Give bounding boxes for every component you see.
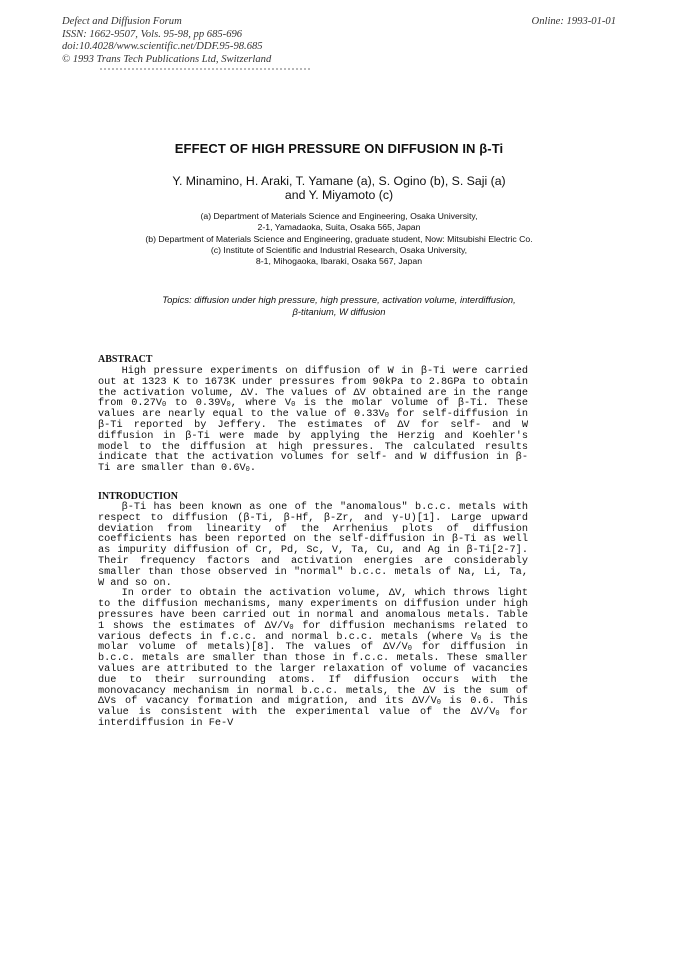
text-run: . <box>249 462 256 475</box>
affiliation-line: 2-1, Yamadaoka, Suita, Osaka 565, Japan <box>257 222 421 233</box>
online-date: Online: 1993-01-01 <box>531 16 616 27</box>
faded-scan-line <box>100 68 310 75</box>
subscript: 0 <box>162 401 167 410</box>
affiliation-line: 8-1, Mihogaoka, Ibaraki, Osaka 567, Japan <box>255 256 423 267</box>
text-run: , where V <box>230 397 292 410</box>
abstract-text <box>98 366 528 474</box>
text-run: is 0.6. This value is consistent with the experimental value of the ΔV/V <box>98 695 528 719</box>
abstract-heading: ABSTRACT <box>98 354 153 365</box>
intro-paragraph-2 <box>98 588 528 728</box>
affiliation-line: (b) Department of Materials Science and Engineering, graduate student, Now: Mitsubishi Electric Co. <box>145 233 533 244</box>
affiliation-block <box>0 211 678 267</box>
journal-header <box>62 16 271 66</box>
journal-name: Defect and Diffusion Forum <box>62 16 182 27</box>
topics-line-2: β-titanium, W diffusion <box>292 305 386 317</box>
subscript: 0 <box>384 412 389 421</box>
text-run: is the molar volume of metals)[8]. The values of ΔV/V <box>98 630 528 654</box>
subscript: 0 <box>436 699 441 708</box>
author-block <box>0 175 678 202</box>
copyright-line: © 1993 Trans Tech Publications Ltd, Switzerland <box>62 53 272 65</box>
text-run: High pressure experiments on diffusion of W in β-Ti were carried out at 1323 K to 1673K under pressures from 90kPa to 2.8GPa to obtain the activation volume, ΔV. The values of ΔV obtained are in the range from 0.27V <box>98 365 528 410</box>
subscript: 0 <box>291 401 296 410</box>
issn-line: ISSN: 1662-9507, Vols. 95-98, pp 685-696 <box>62 28 243 40</box>
text-run: for diffusion in b.c.c. metals are smaller than those in f.c.c. metals. These smaller values are attributed to the larger relaxation of volume of vacancies due to their surrounding atoms. If diffusion occurs with the monovacancy mechanism in normal b.c.c. metals, the ΔV is the sum of ΔVs of vacancy formation and migration, and its ΔV/V <box>98 641 528 708</box>
topics-block <box>0 294 678 317</box>
introduction-heading: INTRODUCTION <box>98 491 179 502</box>
text-run: is the molar volume of β-Ti. These values are nearly equal to the value of 0.33V <box>98 397 528 421</box>
authors-line-1: Y. Minamino, H. Araki, T. Yamane (a), S. Ogino (b), S. Saji (a) <box>172 174 506 188</box>
subscript: 0 <box>226 401 231 410</box>
text-run: for diffusion mechanisms related to various defects in f.c.c. and normal b.c.c. metals (where V <box>98 619 528 643</box>
text-run: for self-diffusion in β-Ti reported by Jeffery. The estimates of ΔV for self- and W diffusion in β-Ti were made by applying the Herzig and Koehler's model to the diffusion at high pressures. The calculated results indicate that the activation volumes for self- and W diffusion in β-Ti are smaller than 0.6V <box>98 408 529 475</box>
abstract-paragraph <box>98 366 528 474</box>
doi-line: doi:10.4028/www.scientific.net/DDF.95-98.685 <box>62 41 263 53</box>
text-run: to 0.39V <box>166 397 227 410</box>
intro-paragraph-1: β-Ti has been known as one of the "anomalous" b.c.c. metals with respect to diffusion (β-Ti, β-Hf, β-Zr, and γ-U)[1]. Large upward deviation from linearity of the Arrhenius plots of diffusion coefficients has been reported on the self-diffusion in β-Ti as well as impurity diffusion of Cr, Pd, Sc, V, Ta, Cu, and Ag in β-Ti[2-7]. Their frequency factors and activation energies are considerably smaller than those observed in "normal" b.c.c. metals of Na, Li, Ta, W and so on. <box>98 501 528 589</box>
introduction-text <box>98 502 528 729</box>
subscript: 0 <box>245 466 250 475</box>
affiliation-line: (c) Institute of Scientific and Industrial Research, Osaka University, <box>210 244 468 255</box>
authors-line-2: and Y. Miyamoto (c) <box>284 187 394 202</box>
subscript: 0 <box>289 623 294 632</box>
text-run: for interdiffusion in Fe-V <box>98 706 528 729</box>
text-run: In order to obtain the activation volume, ΔV, which throws light to the diffusion mechanisms, many experiments on diffusion under high pressures have been carried out in normal and anomalous metals. Table 1 shows the estimates of ΔV/V <box>98 587 528 632</box>
topics-line-1: Topics: diffusion under high pressure, high pressure, activation volume, interdiffusion, <box>162 294 516 305</box>
affiliation-line: (a) Department of Materials Science and Engineering, Osaka University, <box>200 211 478 221</box>
subscript: 0 <box>477 634 482 643</box>
paper-title: EFFECT OF HIGH PRESSURE ON DIFFUSION IN β-Ti <box>174 141 504 156</box>
subscript: 0 <box>495 710 500 719</box>
subscript: 0 <box>407 645 412 654</box>
